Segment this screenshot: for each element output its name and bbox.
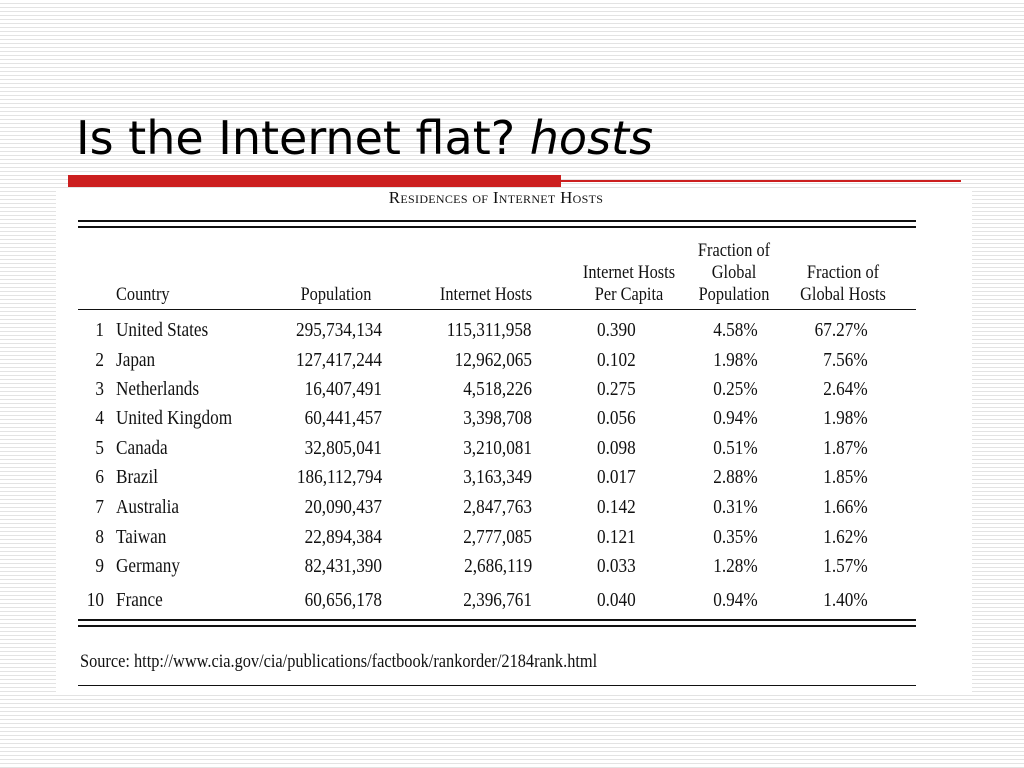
header-fraction-population — [687, 240, 782, 306]
row-internet-hosts: 2,777,085 — [463, 526, 532, 548]
header-line: Global — [711, 262, 757, 283]
row-hosts-per-capita: 0.056 — [597, 407, 636, 429]
row-rank: 1 — [95, 319, 104, 341]
row-fraction-population: 4.58% — [713, 319, 758, 341]
row-country: France — [116, 589, 163, 611]
row-fraction-population: 1.28% — [713, 555, 758, 577]
row-hosts-per-capita: 0.142 — [597, 496, 636, 518]
row-fraction-population: 1.98% — [713, 349, 758, 371]
title-accent-bar — [68, 175, 561, 187]
row-country: Australia — [116, 496, 180, 518]
row-population: 127,417,244 — [296, 349, 382, 371]
table-top-rule-2 — [78, 226, 916, 228]
header-line: Global Hosts — [800, 284, 886, 305]
row-country: Brazil — [116, 466, 159, 488]
row-country: Germany — [116, 555, 181, 577]
row-fraction-hosts: 1.85% — [823, 466, 868, 488]
row-country: Netherlands — [116, 378, 200, 400]
table-row — [56, 493, 972, 522]
table-caption: Residences of Internet Hosts — [388, 188, 604, 207]
row-rank: 2 — [95, 349, 104, 371]
row-population: 82,431,390 — [304, 555, 382, 577]
header-line: Internet Hosts — [582, 262, 676, 283]
row-internet-hosts: 3,163,349 — [463, 466, 532, 488]
row-hosts-per-capita: 0.390 — [597, 319, 636, 341]
header-line: Fraction of — [806, 262, 880, 283]
row-rank: 3 — [95, 378, 104, 400]
source-note: Source: http://www.cia.gov/cia/publications/factbook/rankorder/2184rank.html — [80, 651, 598, 672]
row-population: 20,090,437 — [304, 496, 382, 518]
row-population: 16,407,491 — [304, 378, 382, 400]
slide-title — [76, 108, 653, 168]
row-fraction-population: 2.88% — [713, 466, 758, 488]
row-population: 60,656,178 — [304, 589, 382, 611]
header-internet-hosts: Internet Hosts — [439, 284, 533, 305]
table-row — [56, 375, 972, 404]
row-rank: 4 — [95, 407, 104, 429]
table-row — [56, 346, 972, 375]
row-population: 60,441,457 — [304, 407, 382, 429]
hosts-table — [56, 188, 972, 692]
row-hosts-per-capita: 0.033 — [597, 555, 636, 577]
row-hosts-per-capita: 0.098 — [597, 437, 636, 459]
row-internet-hosts: 4,518,226 — [463, 378, 532, 400]
row-hosts-per-capita: 0.102 — [597, 349, 636, 371]
row-fraction-population: 0.94% — [713, 589, 758, 611]
row-fraction-hosts: 1.66% — [823, 496, 868, 518]
row-fraction-population: 0.25% — [713, 378, 758, 400]
row-fraction-hosts: 1.57% — [823, 555, 868, 577]
table-row — [56, 523, 972, 552]
row-fraction-population: 0.94% — [713, 407, 758, 429]
table-bottom-rule — [78, 619, 916, 621]
table-row — [56, 404, 972, 433]
table-row — [56, 316, 972, 345]
table-row — [56, 552, 972, 581]
title-italic: hosts — [529, 111, 654, 165]
table-row — [56, 434, 972, 463]
header-country: Country — [116, 284, 170, 305]
row-fraction-population: 0.51% — [713, 437, 758, 459]
row-internet-hosts: 3,398,708 — [463, 407, 532, 429]
row-internet-hosts: 12,962,065 — [454, 349, 532, 371]
row-hosts-per-capita: 0.121 — [597, 526, 636, 548]
row-population: 186,112,794 — [296, 466, 382, 488]
row-fraction-population: 0.31% — [713, 496, 758, 518]
row-fraction-hosts: 67.27% — [814, 319, 868, 341]
row-internet-hosts: 2,396,761 — [463, 589, 532, 611]
header-line: Fraction of — [697, 240, 771, 261]
row-rank: 8 — [95, 526, 104, 548]
header-hosts-per-capita — [569, 262, 689, 306]
source-rule — [78, 685, 916, 686]
row-fraction-hosts: 1.87% — [823, 437, 868, 459]
row-rank: 6 — [95, 466, 104, 488]
header-line: Per Capita — [594, 284, 664, 305]
row-fraction-hosts: 1.40% — [823, 589, 868, 611]
row-rank: 7 — [95, 496, 104, 518]
row-population: 32,805,041 — [304, 437, 382, 459]
row-fraction-hosts: 2.64% — [823, 378, 868, 400]
row-fraction-population: 0.35% — [713, 526, 758, 548]
row-internet-hosts: 3,210,081 — [463, 437, 532, 459]
row-country: United States — [116, 319, 209, 341]
header-rule — [78, 309, 916, 310]
row-country: Taiwan — [116, 526, 167, 548]
table-bottom-rule-2 — [78, 625, 916, 627]
row-fraction-hosts: 1.98% — [823, 407, 868, 429]
row-hosts-per-capita: 0.017 — [597, 466, 636, 488]
row-internet-hosts: 2,686,119 — [463, 555, 532, 577]
row-rank: 10 — [86, 589, 104, 611]
title-accent-line — [561, 180, 961, 182]
row-rank: 5 — [95, 437, 104, 459]
row-internet-hosts: 115,311,958 — [447, 319, 532, 341]
row-fraction-hosts: 7.56% — [823, 349, 868, 371]
table-row — [56, 586, 972, 615]
table-row — [56, 463, 972, 492]
row-hosts-per-capita: 0.040 — [597, 589, 636, 611]
row-country: United Kingdom — [116, 407, 233, 429]
row-fraction-hosts: 1.62% — [823, 526, 868, 548]
row-population: 295,734,134 — [296, 319, 382, 341]
row-country: Japan — [116, 349, 156, 371]
row-rank: 9 — [95, 555, 104, 577]
title-main: Is the Internet flat? — [76, 111, 516, 165]
row-hosts-per-capita: 0.275 — [597, 378, 636, 400]
row-country: Canada — [116, 437, 168, 459]
header-population: Population — [300, 284, 372, 305]
row-internet-hosts: 2,847,763 — [463, 496, 532, 518]
row-population: 22,894,384 — [304, 526, 382, 548]
header-fraction-hosts — [796, 262, 891, 306]
table-top-rule — [78, 220, 916, 222]
header-line: Population — [698, 284, 770, 305]
